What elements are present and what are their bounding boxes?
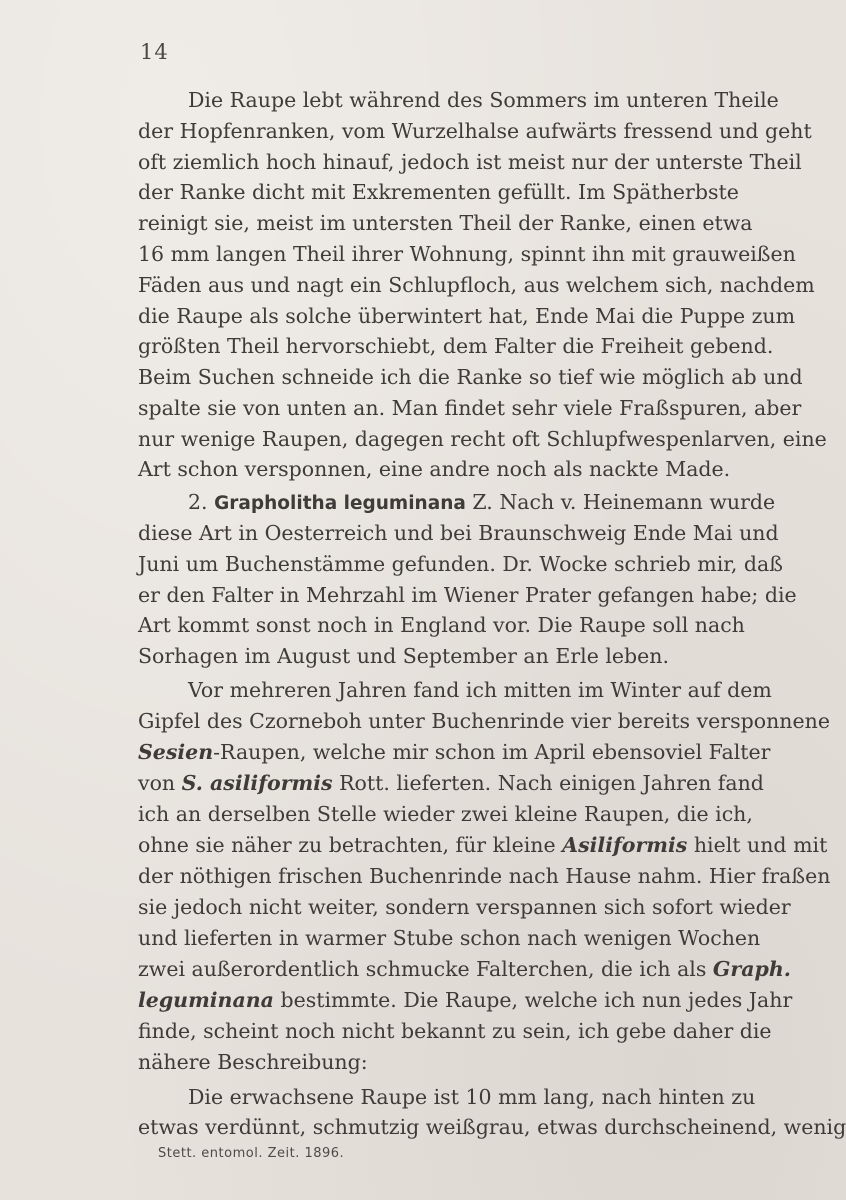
text-line: Beim Suchen schneide ich die Ranke so tief wie möglich ab und <box>138 365 803 389</box>
italic-species: S. asiliformis <box>181 771 333 795</box>
text-line <box>138 984 793 1017</box>
text-line <box>188 486 776 519</box>
italic-species: leguminana <box>138 988 274 1012</box>
text-line: spalte sie von unten an. Man findet sehr viele Fraßspuren, aber <box>138 396 802 420</box>
text-line: der Hopfenranken, vom Wurzelhalse aufwärts fressend und geht <box>138 119 812 143</box>
species-name: Grapholitha leguminana <box>214 493 466 514</box>
text-line: Die Raupe lebt während des Sommers im unteren Theile <box>188 88 779 112</box>
text-line: 16 mm langen Theil ihrer Wohnung, spinnt ihn mit grauweißen <box>138 242 796 266</box>
text-line: Fäden aus und nagt ein Schlupfloch, aus welchem sich, nachdem <box>138 273 815 297</box>
text-span: zwei außerordentlich schmucke Falterchen, die ich als <box>138 957 707 981</box>
text-line: Die erwachsene Raupe ist 10 mm lang, nach hinten zu <box>188 1085 756 1109</box>
text-span: Rott. lieferten. Nach einigen Jahren fand <box>339 771 764 795</box>
text-span: -Raupen, welche mir schon im April ebensoviel Falter <box>213 740 771 764</box>
text-span: hielt und mit <box>693 833 828 857</box>
text-span: ohne sie näher zu betrachten, für kleine <box>138 833 556 857</box>
text-span: Nach v. Heinemann wurde <box>499 490 776 514</box>
text-line: Art kommt sonst noch in England vor. Die Raupe soll nach <box>138 613 745 637</box>
text-span: von <box>138 771 176 795</box>
text-line: reinigt sie, meist im untersten Theil der Ranke, einen etwa <box>138 211 753 235</box>
text-line: finde, scheint noch nicht bekannt zu sein, ich gebe daher die <box>138 1019 772 1043</box>
text-line: Art schon versponnen, eine andre noch als nackte Made. <box>138 457 731 481</box>
text-line: Juni um Buchenstämme gefunden. Dr. Wocke schrieb mir, daß <box>138 552 783 576</box>
journal-footer: Stett. entomol. Zeit. 1896. <box>158 1146 345 1161</box>
text-line: diese Art in Oesterreich und bei Braunschweig Ende Mai und <box>138 521 779 545</box>
text-line: größten Theil hervorschiebt, dem Falter die Freiheit gebend. <box>138 334 774 358</box>
text-line: nur wenige Raupen, dagegen recht oft Schlupfwespenlarven, eine <box>138 427 827 451</box>
text-line <box>138 736 771 769</box>
text-line <box>138 829 828 862</box>
page-number: 14 <box>140 40 169 64</box>
text-line: oft ziemlich hoch hinauf, jedoch ist meist nur der unterste Theil <box>138 150 802 174</box>
text-line: die Raupe als solche überwintert hat, Ende Mai die Puppe zum <box>138 304 796 328</box>
text-span: bestimmte. Die Raupe, welche ich nun jedes Jahr <box>280 988 793 1012</box>
italic-genus: Graph. <box>712 957 791 981</box>
text-line: der Ranke dicht mit Exkrementen gefüllt. Im Spätherbste <box>138 180 739 204</box>
text-line: etwas verdünnt, schmutzig weißgrau, etwas durchscheinend, wenig <box>138 1115 846 1139</box>
species-author: Z. <box>472 490 493 514</box>
text-line: sie jedoch nicht weiter, sondern verspannen sich sofort wieder <box>138 895 791 919</box>
list-number: 2. <box>188 490 208 514</box>
text-line: Gipfel des Czorneboh unter Buchenrinde vier bereits versponnene <box>138 709 830 733</box>
text-line <box>138 953 791 986</box>
text-line: der nöthigen frischen Buchenrinde nach Hause nahm. Hier fraßen <box>138 864 831 888</box>
text-line: nähere Beschreibung: <box>138 1050 368 1074</box>
italic-species: Asiliformis <box>562 833 688 857</box>
text-line: Sorhagen im August und September an Erle leben. <box>138 644 669 668</box>
italic-genus: Sesien <box>138 740 214 764</box>
text-line <box>138 767 764 800</box>
text-line: und lieferten in warmer Stube schon nach wenigen Wochen <box>138 926 761 950</box>
text-line: Vor mehreren Jahren fand ich mitten im Winter auf dem <box>188 678 772 702</box>
text-line: ich an derselben Stelle wieder zwei kleine Raupen, die ich, <box>138 802 753 826</box>
text-line: er den Falter in Mehrzahl im Wiener Prater gefangen habe; die <box>138 583 797 607</box>
